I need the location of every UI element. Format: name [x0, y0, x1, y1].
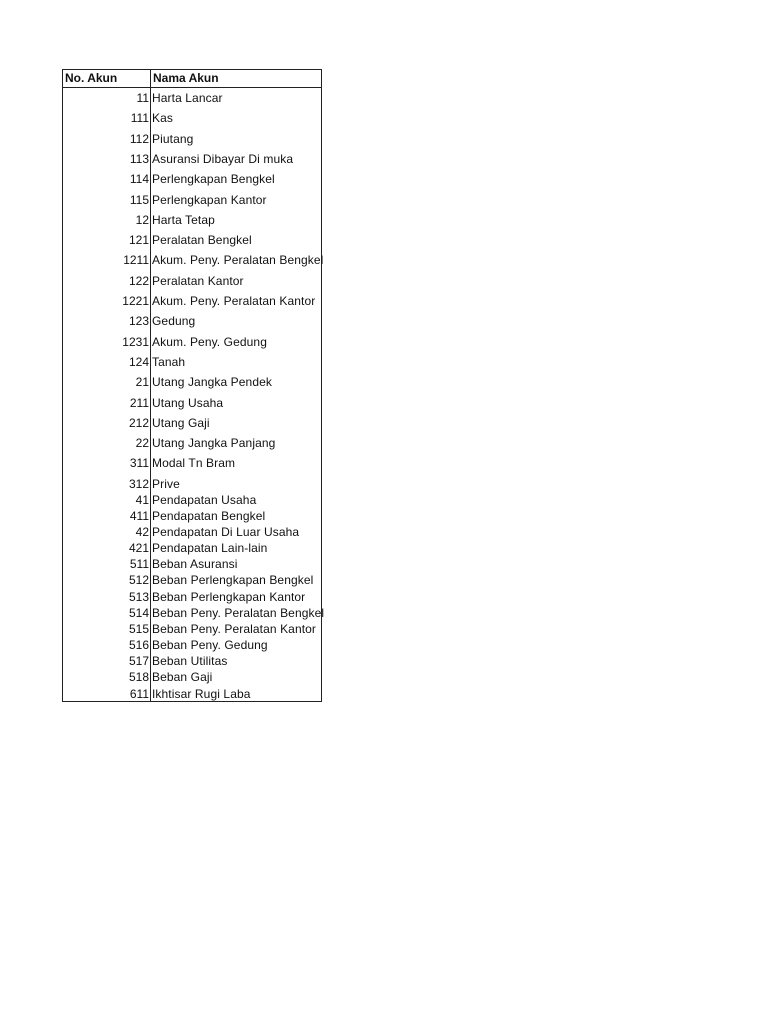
table-row: [63, 252, 324, 268]
table-row: [63, 212, 321, 228]
account-name: Beban Perlengkapan Kantor: [152, 589, 306, 604]
account-name: Pendapatan Di Luar Usaha: [152, 525, 300, 539]
account-name: Utang Jangka Pendek: [152, 375, 272, 390]
account-name: Utang Jangka Panjang: [152, 436, 276, 451]
account-name: Beban Perlengkapan Bengkel: [152, 573, 314, 588]
table-row: [63, 605, 325, 621]
header-account-name: Nama Akun: [153, 71, 219, 85]
account-name: Pendapatan Bengkel: [152, 508, 266, 523]
account-name: Utang Usaha: [152, 395, 224, 410]
account-number: 411: [129, 508, 149, 523]
account-name: Harta Tetap: [152, 212, 215, 227]
account-number: 112: [129, 131, 149, 146]
account-number: 611: [129, 686, 149, 701]
account-number: 123: [128, 314, 149, 329]
account-name: Utang Gaji: [152, 415, 210, 430]
account-number: 111: [130, 111, 149, 126]
account-name: Perlengkapan Bengkel: [152, 172, 275, 187]
account-name: Piutang: [152, 131, 194, 146]
account-name: Beban Peny. Gedung: [152, 638, 268, 653]
table-row: [63, 415, 321, 431]
account-number: 113: [129, 151, 149, 166]
account-number: 518: [128, 670, 149, 685]
account-number: 1221: [122, 294, 149, 308]
account-name: Prive: [152, 476, 180, 491]
table-row: [63, 313, 321, 329]
account-name: Ikhtisar Rugi Laba: [152, 686, 251, 701]
table-row: [63, 653, 321, 669]
table-row: [63, 131, 321, 147]
account-number: 512: [128, 573, 149, 588]
table-row: [63, 110, 321, 126]
account-number: 312: [128, 476, 149, 491]
account-name: Peralatan Bengkel: [152, 233, 252, 248]
account-number: 115: [129, 192, 149, 207]
table-body: [63, 88, 325, 701]
account-number: 11: [136, 91, 149, 105]
table-row: [63, 90, 321, 106]
account-name: Beban Peny. Peralatan Bengkel: [152, 605, 325, 620]
account-number: 124: [128, 354, 149, 369]
account-name: Perlengkapan Kantor: [152, 192, 267, 207]
account-name: Akum. Peny. Gedung: [152, 334, 267, 349]
account-name: Gedung: [152, 314, 196, 329]
table-row: [63, 455, 321, 471]
table-row: [63, 151, 321, 167]
table-row: [63, 589, 321, 605]
account-name: Tanah: [152, 354, 186, 369]
table-row: [63, 354, 321, 370]
account-name: Beban Peny. Peralatan Kantor: [152, 621, 317, 636]
account-number: 1231: [122, 334, 149, 349]
table-row: [63, 476, 321, 492]
table-header: [63, 70, 321, 88]
account-number: 22: [135, 436, 149, 451]
table-row: [63, 508, 321, 524]
account-number: 511: [129, 557, 149, 572]
account-table: [62, 69, 325, 702]
account-name: Modal Tn Bram: [152, 456, 236, 471]
account-number: 1211: [123, 253, 149, 268]
account-name: Peralatan Kantor: [152, 273, 244, 288]
account-number: 212: [128, 415, 149, 430]
account-name: Beban Gaji: [152, 670, 213, 685]
account-number: 517: [128, 654, 149, 669]
table-row: [63, 171, 321, 187]
account-number: 211: [129, 395, 149, 410]
account-name: Asuransi Dibayar Di muka: [152, 151, 294, 166]
table-row: [63, 686, 321, 702]
account-number: 12: [135, 212, 149, 227]
account-number: 515: [128, 621, 149, 636]
account-number: 121: [128, 233, 149, 248]
table-row: [63, 293, 321, 309]
account-number: 21: [135, 375, 149, 390]
account-number: 42: [135, 525, 149, 539]
table-row: [63, 273, 321, 289]
account-number: 514: [128, 605, 149, 620]
account-number: 122: [128, 273, 149, 288]
account-name: Pendapatan Usaha: [152, 492, 257, 507]
table-row: [63, 637, 321, 653]
account-name: Kas: [152, 111, 173, 126]
account-number: 114: [129, 172, 149, 187]
account-name: Akum. Peny. Peralatan Bengkel: [152, 253, 324, 268]
account-name: Akum. Peny. Peralatan Kantor: [152, 294, 316, 308]
table-row: [63, 395, 321, 411]
account-name: Harta Lancar: [152, 91, 223, 105]
table-row: [63, 232, 321, 248]
account-name: Beban Asuransi: [152, 557, 238, 572]
account-number: 516: [128, 638, 149, 653]
table-row: [63, 621, 321, 637]
account-number: 311: [129, 456, 149, 471]
table-row: [63, 192, 321, 208]
account-number: 421: [128, 541, 149, 556]
account-name: Beban Utilitas: [152, 654, 228, 669]
table-row: [63, 556, 321, 572]
table-row: [63, 435, 321, 451]
table-row: [63, 540, 321, 556]
table-row: [63, 669, 321, 685]
account-number: 41: [135, 492, 149, 507]
account-number: 513: [128, 589, 149, 604]
table-row: [63, 572, 321, 588]
table-row: [63, 334, 321, 350]
account-name: Pendapatan Lain-lain: [152, 541, 268, 556]
table-row: [63, 524, 321, 540]
table-row: [63, 374, 321, 390]
table-row: [63, 492, 321, 508]
header-account-number: No. Akun: [63, 70, 151, 87]
